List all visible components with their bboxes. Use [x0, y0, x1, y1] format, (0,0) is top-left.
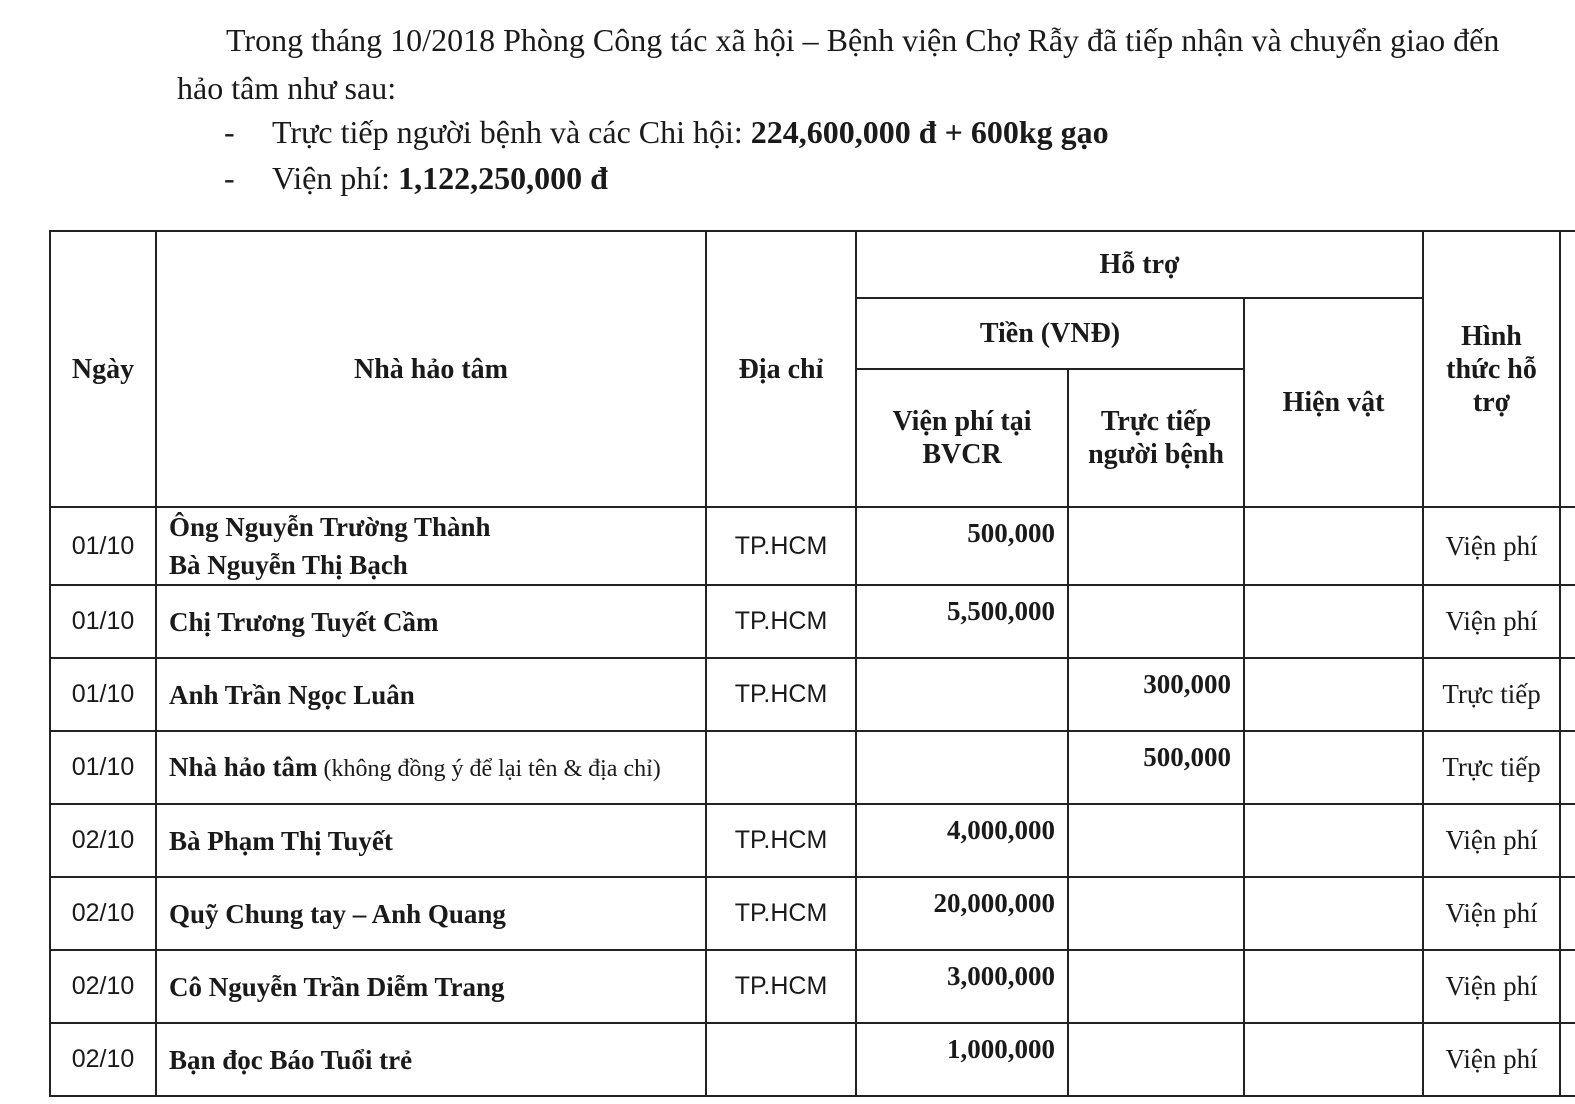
table-row	[50, 877, 1575, 950]
table-row	[50, 804, 1575, 877]
header-in-kind: Hiện vật	[1244, 298, 1423, 507]
row-hospital-fee: 1,000,000	[856, 1023, 1068, 1096]
row-date: 01/10	[50, 658, 156, 731]
table-row	[50, 1023, 1575, 1096]
table-row	[50, 507, 1575, 585]
row-form: Trực tiếp	[1423, 731, 1560, 804]
row-in-kind	[1244, 585, 1423, 658]
row-date: 02/10	[50, 950, 156, 1023]
row-hospital-fee: 3,000,000	[856, 950, 1068, 1023]
bullet-dash: -	[224, 114, 235, 150]
row-donor: Anh Trần Ngọc Luân	[156, 658, 706, 731]
row-hospital-fee: 4,000,000	[856, 804, 1068, 877]
row-hospital-fee: 20,000,000	[856, 877, 1068, 950]
row-form: Viện phí	[1423, 950, 1560, 1023]
intro-paragraph-line2: hảo tâm như sau:	[177, 70, 397, 106]
row-extra	[1560, 731, 1575, 804]
row-extra	[1560, 950, 1575, 1023]
row-hospital-fee	[856, 658, 1068, 731]
row-direct: 500,000	[1068, 731, 1244, 804]
table-row	[50, 950, 1575, 1023]
row-direct	[1068, 804, 1244, 877]
row-form: Viện phí	[1423, 804, 1560, 877]
row-address	[706, 1023, 856, 1096]
row-direct: 300,000	[1068, 658, 1244, 731]
row-address: TP.HCM	[706, 877, 856, 950]
row-direct	[1068, 585, 1244, 658]
header-donor: Nhà hảo tâm	[156, 231, 706, 507]
row-donor	[156, 507, 706, 585]
header-money: Tiền (VNĐ)	[856, 298, 1244, 369]
row-address: TP.HCM	[706, 585, 856, 658]
row-address: TP.HCM	[706, 950, 856, 1023]
row-direct	[1068, 877, 1244, 950]
row-hospital-fee: 500,000	[856, 507, 1068, 585]
bullet-dash: -	[224, 160, 235, 196]
row-donor: Bạn đọc Báo Tuổi trẻ	[156, 1023, 706, 1096]
donations-table	[49, 230, 1575, 1097]
row-address: TP.HCM	[706, 804, 856, 877]
intro-paragraph-line1: Trong tháng 10/2018 Phòng Công tác xã hội – Bệnh viện Chợ Rẫy đã tiếp nhận và chuyển giao đến	[226, 22, 1500, 58]
row-date: 02/10	[50, 877, 156, 950]
summary-fee-value: 1,122,250,000 đ	[398, 160, 608, 196]
row-form: Trực tiếp	[1423, 658, 1560, 731]
row-form: Viện phí	[1423, 507, 1560, 585]
row-extra	[1560, 585, 1575, 658]
header-support: Hỗ trợ	[856, 231, 1423, 298]
row-donor	[156, 731, 706, 804]
row-extra	[1560, 804, 1575, 877]
row-form: Viện phí	[1423, 877, 1560, 950]
row-donor: Bà Phạm Thị Tuyết	[156, 804, 706, 877]
row-date: 01/10	[50, 585, 156, 658]
row-direct	[1068, 1023, 1244, 1096]
row-donor-note: (không đồng ý để lại tên & địa chỉ)	[317, 755, 661, 782]
row-extra	[1560, 507, 1575, 585]
row-in-kind	[1244, 1023, 1423, 1096]
row-address: TP.HCM	[706, 507, 856, 585]
row-in-kind	[1244, 804, 1423, 877]
summary-direct-value: 224,600,000 đ + 600kg gạo	[750, 114, 1109, 150]
header-date: Ngày	[50, 231, 156, 507]
summary-direct-label: Trực tiếp người bệnh và các Chi hội:	[272, 114, 751, 150]
row-extra	[1560, 1023, 1575, 1096]
row-in-kind	[1244, 731, 1423, 804]
row-date: 02/10	[50, 1023, 156, 1096]
row-address	[706, 731, 856, 804]
intro-section	[0, 0, 1575, 225]
header-direct: Trực tiếp người bệnh	[1068, 369, 1244, 507]
summary-fee	[224, 160, 608, 197]
table-row	[50, 585, 1575, 658]
header-address: Địa chỉ	[706, 231, 856, 507]
row-date: 01/10	[50, 507, 156, 585]
row-form: Viện phí	[1423, 585, 1560, 658]
row-direct	[1068, 507, 1244, 585]
header-extra	[1560, 231, 1575, 507]
row-donor-line2: Bà Nguyễn Thị Bạch	[169, 550, 408, 580]
row-donor-name: Nhà hảo tâm	[169, 751, 318, 782]
row-in-kind	[1244, 950, 1423, 1023]
header-form: Hình thức hỗ trợ	[1423, 231, 1560, 507]
table-row	[50, 658, 1575, 731]
row-address: TP.HCM	[706, 658, 856, 731]
row-donor: Cô Nguyễn Trần Diễm Trang	[156, 950, 706, 1023]
table-row	[50, 731, 1575, 804]
row-extra	[1560, 658, 1575, 731]
row-in-kind	[1244, 658, 1423, 731]
summary-fee-label: Viện phí:	[272, 160, 399, 196]
row-form: Viện phí	[1423, 1023, 1560, 1096]
row-extra	[1560, 877, 1575, 950]
row-in-kind	[1244, 877, 1423, 950]
row-date: 01/10	[50, 731, 156, 804]
row-in-kind	[1244, 507, 1423, 585]
row-hospital-fee: 5,500,000	[856, 585, 1068, 658]
row-donor: Chị Trương Tuyết Cầm	[156, 585, 706, 658]
row-donor-line1: Ông Nguyễn Trường Thành	[169, 512, 491, 542]
row-hospital-fee	[856, 731, 1068, 804]
summary-direct	[224, 114, 1109, 151]
row-direct	[1068, 950, 1244, 1023]
row-donor: Quỹ Chung tay – Anh Quang	[156, 877, 706, 950]
header-hospital-fee: Viện phí tại BVCR	[856, 369, 1068, 507]
row-date: 02/10	[50, 804, 156, 877]
